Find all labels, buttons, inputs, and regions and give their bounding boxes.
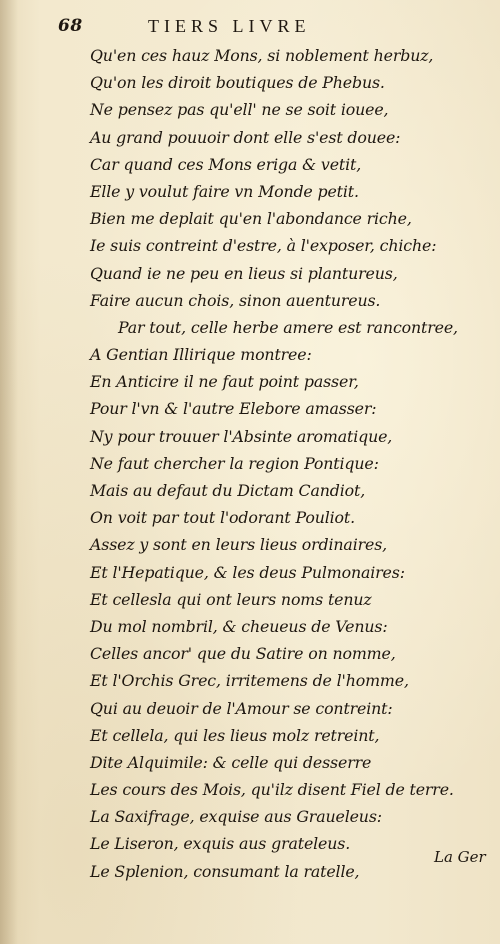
verse-line: Elle y voulut faire vn Monde petit. [90, 181, 359, 201]
verse-line: Ny pour trouuer l'Absinte aromatique, [90, 426, 393, 446]
verse-line: Ne faut chercher la region Pontique: [90, 453, 379, 473]
verse-line: Dite Alquimile: & celle qui desserre [90, 752, 372, 772]
verse-line: Qui au deuoir de l'Amour se contreint: [90, 698, 393, 718]
verse-line: Les cours des Mois, qu'ilz disent Fiel de terre. [90, 780, 454, 800]
catchword: La Ger [434, 848, 486, 866]
verse-line: Celles ancor' que du Satire on nomme, [90, 644, 396, 664]
verse-line: A Gentian Illirique montree: [90, 345, 312, 365]
verse-line: Pour l'vn & l'autre Elebore amasser: [90, 399, 377, 419]
page-number: 68 [58, 16, 83, 36]
verse-line: Et l'Hepatique, & les deus Pulmonaires: [90, 562, 405, 582]
verse-line: Et cellela, qui les lieus molz retreint, [90, 725, 380, 745]
verse-block [90, 42, 490, 885]
verse-line: Qu'on les diroit boutiques de Phebus. [90, 73, 385, 93]
verse-line: Au grand pouuoir dont elle s'est douee: [90, 127, 401, 147]
verse-line: Ne pensez pas qu'ell' ne se soit iouee, [90, 100, 389, 120]
verse-line: En Anticire il ne faut point passer, [90, 372, 359, 392]
verse-line: Mais au defaut du Dictam Candiot, [90, 481, 366, 500]
verse-line: Par tout, celle herbe amere est rancontree, [118, 317, 458, 337]
verse-line: Et cellesla qui ont leurs noms tenuz [90, 589, 372, 609]
verse-line: On voit par tout l'odorant Pouliot. [90, 508, 355, 528]
verse-line: Qu'en ces hauz Mons, si noblement herbuz, [90, 46, 434, 65]
verse-line: Le Liseron, exquis aus grateleus. [90, 834, 351, 854]
verse-line: La Saxifrage, exquise aus Graueleus: [90, 807, 382, 827]
verse-line: Assez y sont en leurs lieus ordinaires, [90, 535, 388, 555]
verse-line: Quand ie ne peu en lieus si plantureus, [90, 263, 398, 283]
gutter-shadow [0, 0, 18, 944]
verse-line: Et l'Orchis Grec, irritemens de l'homme, [90, 671, 409, 691]
verse-line: Le Splenion, consumant la ratelle, [90, 861, 360, 881]
verse-line: Car quand ces Mons eriga & vetit, [90, 154, 362, 174]
verse-line: Ie suis contreint d'estre, à l'exposer, chiche: [90, 236, 437, 256]
verse-line: Faire aucun chois, sinon auentureus. [90, 290, 381, 310]
verse-line: Bien me deplait qu'en l'abondance riche, [90, 209, 412, 229]
running-title: TIERS LIVRE [148, 16, 311, 36]
verse-line: Du mol nombril, & cheueus de Venus: [90, 616, 388, 636]
